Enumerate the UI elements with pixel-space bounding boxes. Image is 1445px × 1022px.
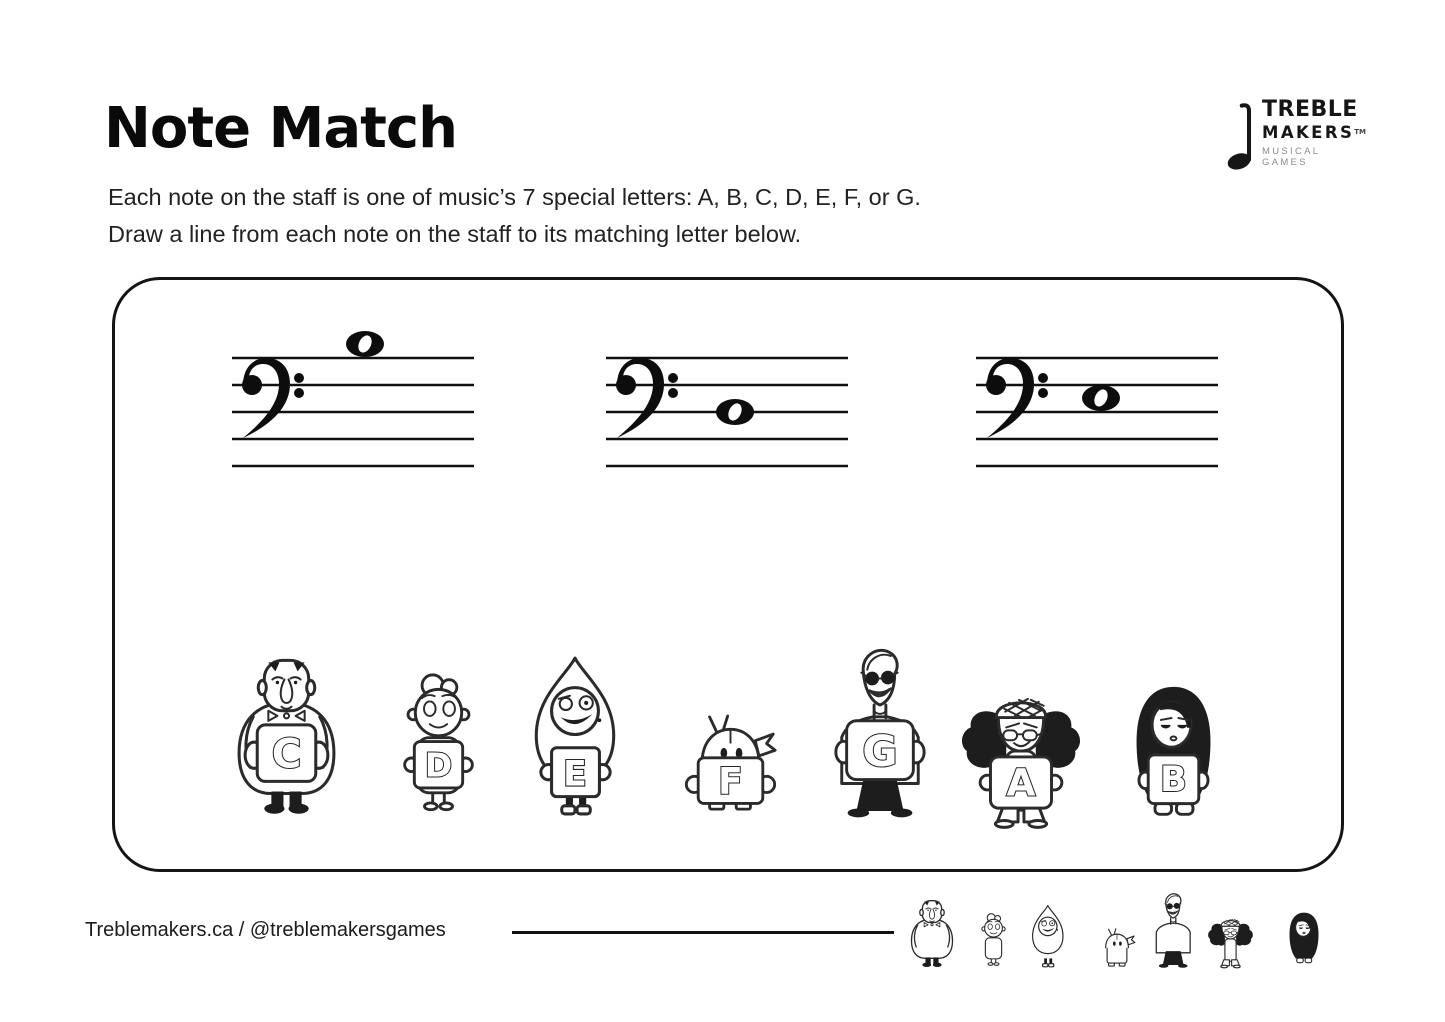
letter-c: C bbox=[271, 730, 302, 778]
trademark-symbol: TM bbox=[1354, 128, 1366, 136]
letter-d: D bbox=[424, 745, 453, 785]
character-c-burly-man bbox=[231, 654, 342, 816]
mini-character-b bbox=[1283, 910, 1325, 968]
bass-clef-icon bbox=[986, 358, 1048, 438]
letter-e: E bbox=[563, 754, 587, 795]
character-b-long-hair-girl bbox=[1120, 681, 1227, 827]
instructions-line-2: Draw a line from each note on the staff to its matching letter below. bbox=[108, 221, 802, 247]
letter-a: A bbox=[1006, 760, 1036, 805]
mini-character-g bbox=[1150, 892, 1196, 968]
character-a-beret-girl bbox=[957, 680, 1085, 828]
staff-3-note-E bbox=[975, 316, 1219, 474]
brand-name-bottom: MAKERS™ bbox=[1262, 123, 1366, 142]
character-d-bun-hair-girl bbox=[390, 671, 487, 816]
staff-lines bbox=[232, 358, 474, 466]
whole-note-icon bbox=[346, 331, 384, 357]
letter-g: G bbox=[862, 726, 898, 777]
brand-name-top: TREBLE bbox=[1262, 97, 1358, 122]
mini-character-d bbox=[975, 912, 1012, 968]
page-title: Note Match bbox=[104, 96, 457, 161]
footer-divider bbox=[512, 931, 894, 934]
letter-b: B bbox=[1160, 759, 1187, 800]
bass-clef-icon bbox=[242, 358, 304, 438]
quarter-note-icon bbox=[1222, 100, 1258, 176]
instructions bbox=[108, 179, 921, 253]
whole-note-icon bbox=[716, 399, 754, 425]
character-e-teardrop-kid bbox=[522, 654, 629, 817]
mini-character-f bbox=[1098, 928, 1136, 968]
staff-2-note-D bbox=[605, 316, 849, 474]
staff-1-note-B bbox=[231, 316, 475, 474]
character-f-robot bbox=[683, 714, 778, 814]
character-g-sunglasses-guy bbox=[828, 646, 931, 818]
bass-clef-icon bbox=[616, 358, 678, 438]
brand-tagline: MUSICAL GAMES bbox=[1262, 146, 1320, 168]
letter-f: F bbox=[718, 760, 743, 803]
worksheet-box bbox=[112, 277, 1344, 872]
instructions-line-1: Each note on the staff is one of music’s 7 special letters: A, B, C, D, E, F, or G. bbox=[108, 184, 921, 210]
footer-credit: Treblemakers.ca / @treblemakersgames bbox=[85, 919, 446, 941]
mini-character-c bbox=[908, 898, 956, 968]
staff-lines bbox=[976, 358, 1218, 466]
whole-note-icon bbox=[1082, 385, 1120, 411]
mini-character-a bbox=[1206, 912, 1255, 968]
mini-character-e bbox=[1027, 904, 1069, 968]
